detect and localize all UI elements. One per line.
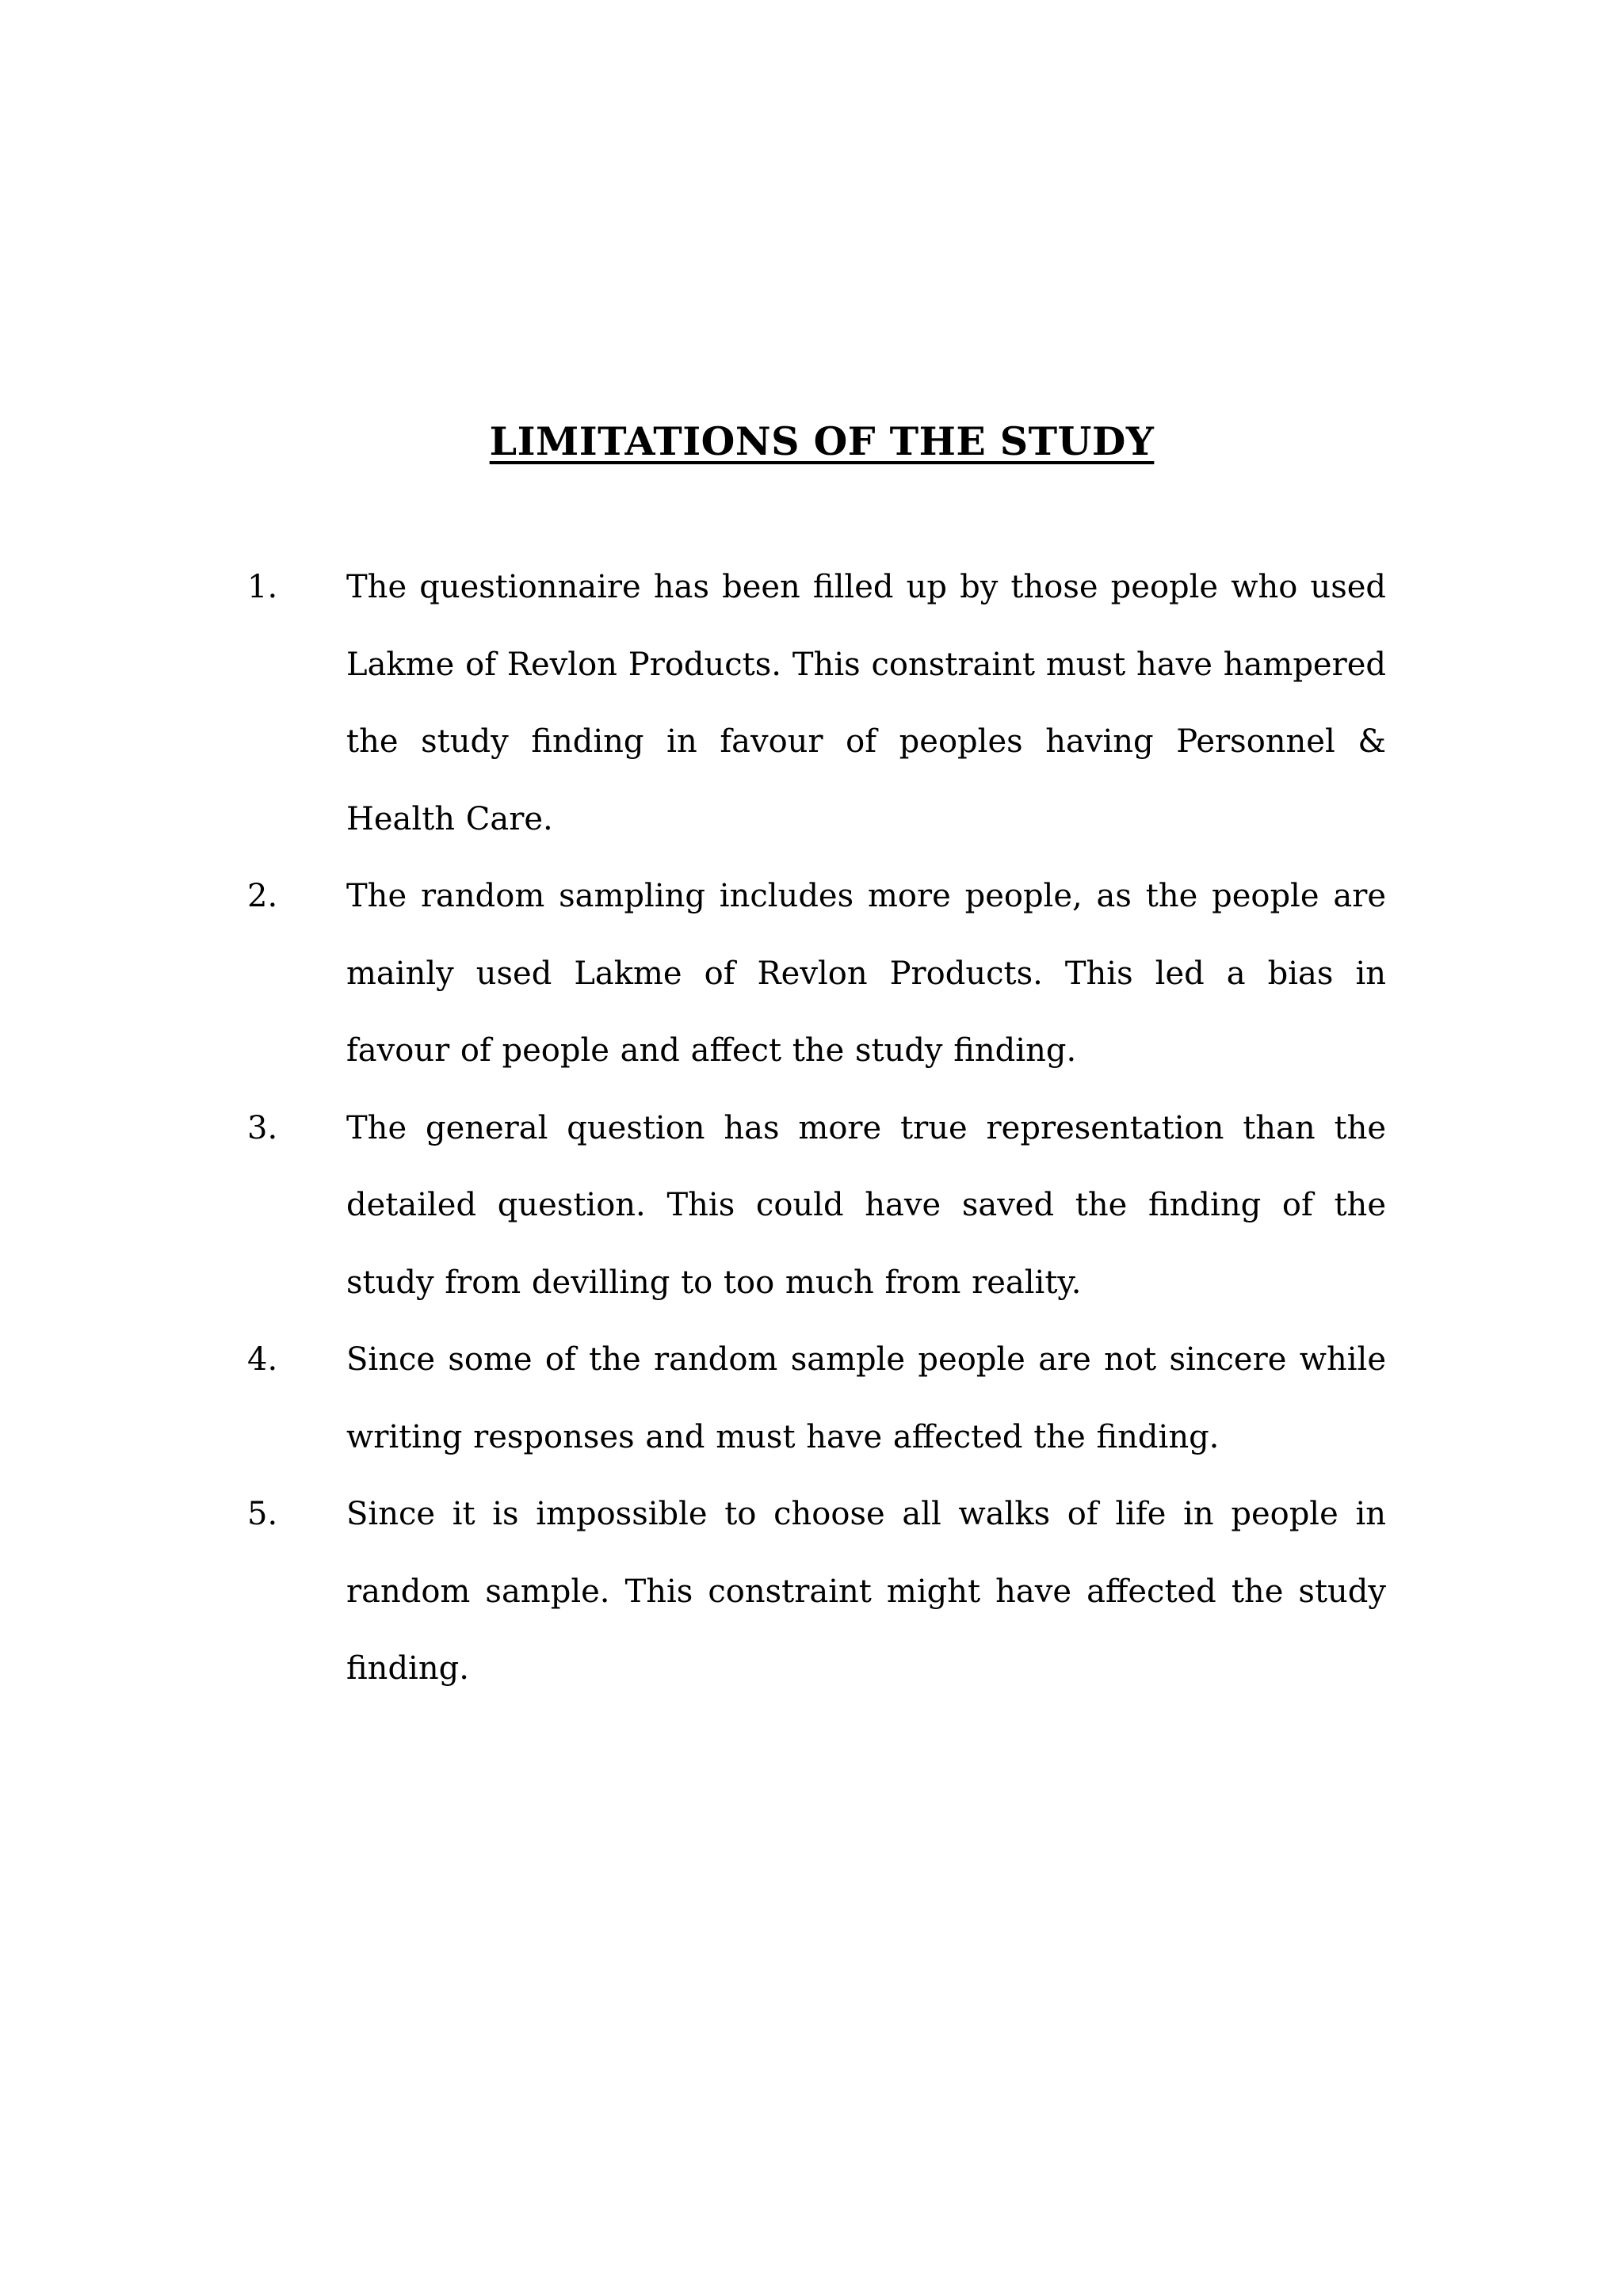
list-item <box>0 858 1623 1090</box>
list-item-number: 3. <box>247 1109 278 1146</box>
list-item-number: 4. <box>247 1341 278 1378</box>
list-item <box>0 1476 1623 1708</box>
list-item-text: The random sampling includes more people, as the people are mainly used Lakme of Revlon Products. This led a bias in favour of people and affect the study finding. <box>346 878 1386 1069</box>
list-item-text: Since some of the random sample people are not sincere while writing responses and must have affected the finding. <box>346 1341 1386 1455</box>
list-item <box>0 1322 1623 1476</box>
list-item-text: The general question has more true representation than the detailed question. This could have saved the finding of the study from devilling to too much from reality. <box>346 1109 1386 1301</box>
list-item-number: 1. <box>247 569 278 605</box>
list-item-text: Since it is impossible to choose all walks of life in people in random sample. This constraint might have affected the study finding. <box>346 1496 1386 1687</box>
list-item <box>0 1090 1623 1322</box>
list-item-number: 2. <box>247 878 278 914</box>
limitations-list <box>0 549 1623 1708</box>
list-item-text: The questionnaire has been filled up by those people who used Lakme of Revlon Products. This constraint must have hampered the study finding in favour of peoples having Personnel & Health Care. <box>346 569 1386 837</box>
list-item <box>0 549 1623 858</box>
list-item-number: 5. <box>247 1496 278 1532</box>
page-title: LIMITATIONS OF THE STUDY <box>489 418 1155 464</box>
